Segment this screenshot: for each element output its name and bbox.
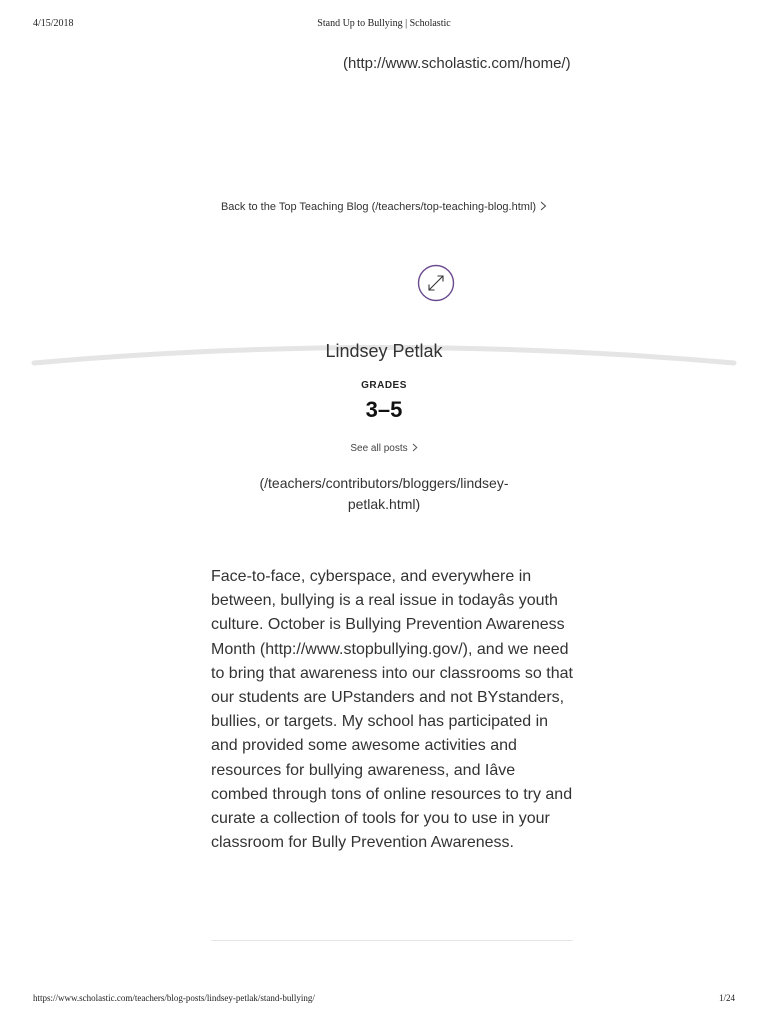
- back-to-blog-label: Back to the Top Teaching Blog (/teachers/top-teaching-blog.html): [220, 201, 537, 213]
- home-link[interactable]: (http://www.scholastic.com/home/): [343, 55, 571, 72]
- section-divider: [211, 940, 573, 941]
- print-header-title: Stand Up to Bullying | Scholastic: [317, 18, 451, 29]
- grades-label: GRADES: [361, 380, 407, 391]
- see-all-posts-label: See all posts: [350, 443, 408, 454]
- chevron-right-icon: [540, 201, 547, 214]
- print-footer-page-number: 1/24: [718, 993, 735, 1003]
- chevron-right-icon: [412, 443, 418, 455]
- back-to-blog-link[interactable]: [0, 201, 768, 214]
- expand-arrows-icon[interactable]: [417, 264, 455, 302]
- author-name: Lindsey Petlak: [325, 341, 443, 361]
- print-header-date: 4/15/2018: [33, 18, 74, 29]
- author-profile-link[interactable]: (/teachers/contributors/bloggers/lindsey-petlak.html): [259, 475, 509, 512]
- article-intro-paragraph: Face-to-face, cyberspace, and everywhere in between, bullying is a real issue in todayâs youth culture. October is Bullying Prevention Awareness Month (http://www.stopbullying.gov/), and we need to bring that awareness into our classrooms so that our students are UPstanders and not BYstanders, bullies, or targets. My school has participated in and provided some awesome activities and resources for bullying awareness, and Iâve combed through tons of online resources to try and curate a collection of tools for you to use in your classroom for Bully Prevention Awareness.: [211, 568, 573, 852]
- grades-value: 3–5: [365, 397, 403, 422]
- print-footer-url: https://www.scholastic.com/teachers/blog-posts/lindsey-petlak/stand-bullying/: [33, 993, 315, 1003]
- see-all-posts-link[interactable]: [0, 443, 768, 455]
